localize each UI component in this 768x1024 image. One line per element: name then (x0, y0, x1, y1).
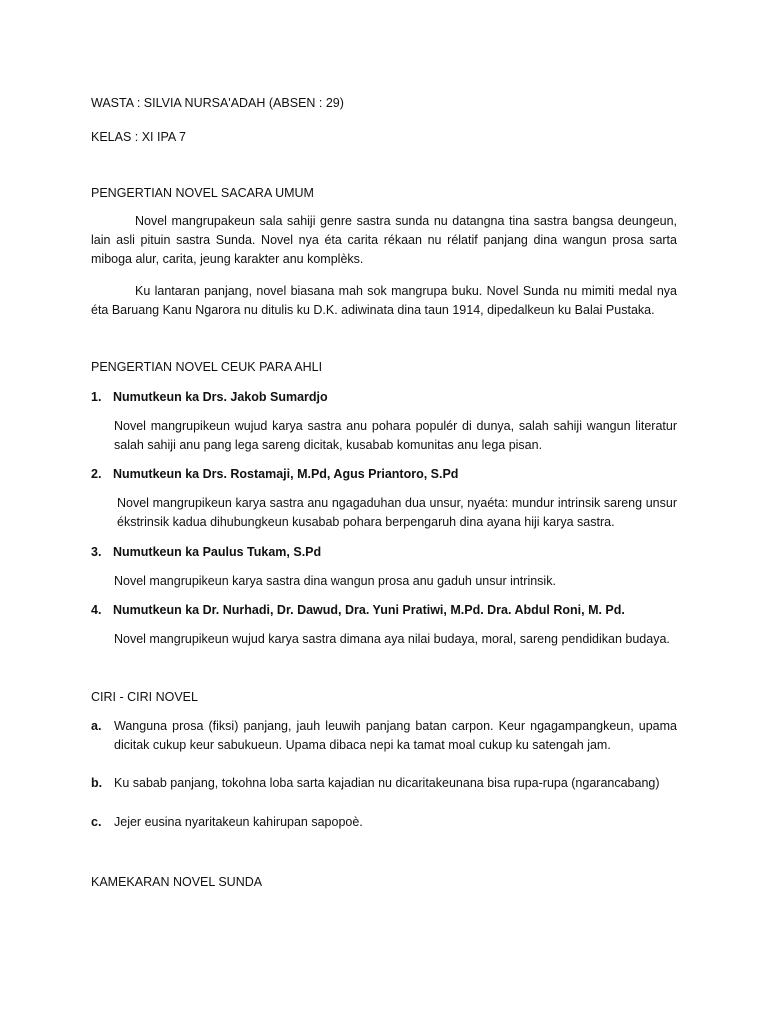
expert-item-label (91, 601, 677, 620)
expert-item-label (91, 388, 677, 407)
expert-item-label (91, 465, 677, 484)
name-line: WASTA : SILVIA NURSA'ADAH (ABSEN : 29) (91, 96, 344, 110)
paragraph-text: Novel mangrupakeun sala sahiji genre sastra sunda nu datangna tina sastra bangsa deungeun, lain asli pituin sastra Sunda. Novel nya éta carita rékaan nu rélatif panjang dina wangun prosa sarta miboga alur, carita, jeung karakter anu komplèks. (91, 214, 677, 266)
paragraph (91, 282, 677, 320)
paragraph (91, 212, 677, 269)
item-text: Jejer eusina nyaritakeun kahirupan sapopoè. (114, 815, 363, 829)
item-letter: c. (91, 815, 102, 829)
paragraph-text: Ku lantaran panjang, novel biasana mah sok mangrupa buku. Novel Sunda nu mimiti medal nya éta Baruang Kanu Ngarora nu ditulis ku D.K. adiwinata dina taun 1914, dipedalkeun ku Balai Pustaka. (91, 284, 677, 317)
feature-item (91, 813, 677, 832)
expert-item-text: Novel mangrupikeun karya sastra anu ngagaduhan dua unsur, nyaéta: mundur intrinsik sareng unsur ékstrinsik kadua dihubungkeun kusabab pohara berpengaruh dina ayana hiji karya sastra. (117, 496, 677, 529)
expert-item-label (91, 543, 677, 562)
expert-item-text: Novel mangrupikeun karya sastra dina wangun prosa anu gaduh unsur intrinsik. (114, 574, 556, 588)
item-number: 4. (91, 603, 102, 617)
item-label: Numutkeun ka Dr. Nurhadi, Dr. Dawud, Dra. Yuni Pratiwi, M.Pd. Dra. Abdul Roni, M. Pd. (113, 603, 625, 617)
class-line: KELAS : XI IPA 7 (91, 130, 186, 144)
item-letter: a. (91, 719, 102, 733)
section-title-experts: PENGERTIAN NOVEL CEUK PARA AHLI (91, 360, 323, 374)
feature-item (91, 774, 677, 793)
item-number: 2. (91, 467, 102, 481)
section-title-development: KAMEKARAN NOVEL SUNDA (91, 875, 263, 889)
item-number: 1. (91, 390, 102, 404)
expert-item-text: Novel mangrupikeun wujud karya sastra anu pohara populér di dunya, salah sahiji wangun literatur salah sahiji anu pang lega sareng dicitak, kusabab komunitas anu lega pisan. (114, 419, 677, 452)
item-label: Numutkeun ka Paulus Tukam, S.Pd (113, 545, 322, 559)
feature-item (91, 717, 677, 755)
section-title-general: PENGERTIAN NOVEL SACARA UMUM (91, 186, 314, 200)
expert-item-text: Novel mangrupikeun wujud karya sastra dimana aya nilai budaya, moral, sareng pendidikan budaya. (114, 632, 670, 646)
item-text: Ku sabab panjang, tokohna loba sarta kajadian nu dicaritakeunana bisa rupa-rupa (ngarancabang) (114, 776, 660, 790)
section-title-features: CIRI - CIRI NOVEL (91, 690, 198, 704)
item-label: Numutkeun ka Drs. Rostamaji, M.Pd, Agus Priantoro, S.Pd (113, 467, 459, 481)
item-letter: b. (91, 776, 103, 790)
item-number: 3. (91, 545, 102, 559)
item-label: Numutkeun ka Drs. Jakob Sumardjo (113, 390, 328, 404)
item-text: Wanguna prosa (fiksi) panjang, jauh leuwih panjang batan carpon. Keur ngagampangkeun, upama dicitak cukup keur sabukueun. Upama dibaca nepi ka tamat moal cukup ku satengah jam. (114, 719, 677, 752)
